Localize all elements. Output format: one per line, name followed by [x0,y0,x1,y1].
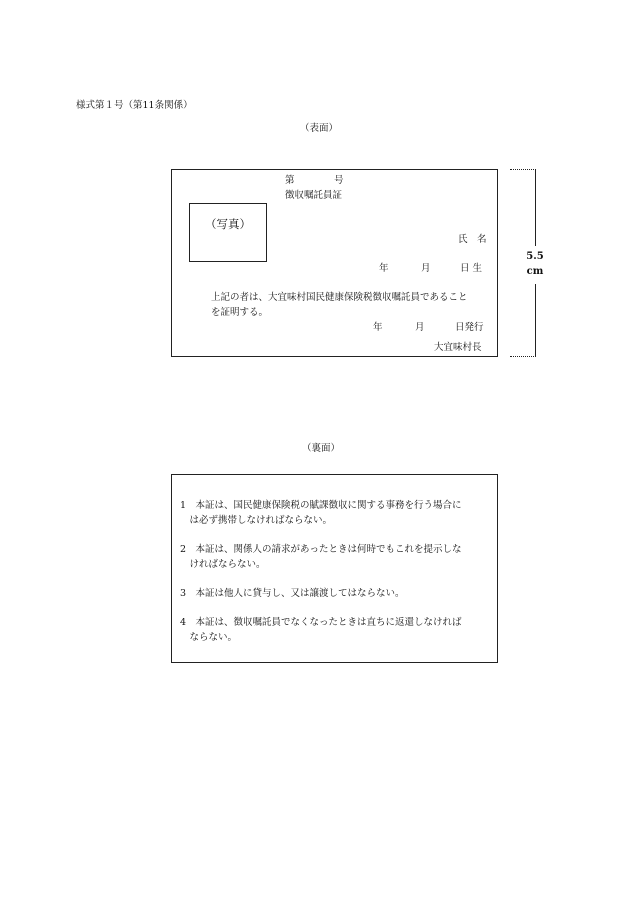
note-3-line-1: 3 本証は他人に貸与し、又は譲渡してはならない。 [180,588,405,599]
issuer: 大宜味村長 [434,342,482,353]
issue-year: 年 [373,322,383,333]
name-label: 氏 名 [458,234,487,245]
birth-day: 日 生 [460,263,483,274]
note-4 [180,615,462,645]
dimension-top-line [510,169,536,170]
note-2-line-1: 2 本証は、関係人の請求があったときは何時でもこれを提示しな [180,544,462,555]
front-heading: （表面） [300,123,339,134]
note-1-line-2: は必ず携帯しなければならない。 [180,515,333,526]
certification-line-1: 上記の者は、大宜味村国民健康保険税徴収嘱託員であること [211,292,468,303]
number-go: 号 [334,175,344,186]
form-number: 様式第１号（第11条関係） [76,100,193,111]
note-1 [180,498,462,528]
note-4-line-2: ならない。 [180,632,238,643]
number-dai: 第 [285,175,295,186]
issue-month: 月 [415,322,425,333]
birth-month: 月 [421,263,431,274]
certification-line-2: を証明する。 [211,307,269,318]
issue-day: 日発行 [455,322,484,333]
note-1-line-1: 1 本証は、国民健康保険税の賦課徴収に関する事務を行う場合に [180,500,462,511]
dimension-value: 5.5 [526,251,544,262]
photo-box [189,203,267,262]
note-2 [180,542,461,572]
dimension-bottom-line [510,356,536,357]
note-3 [180,586,405,601]
dimension-arrow-lower [535,284,536,356]
note-4-line-1: 4 本証は、徴収嘱託員でなくなったときは直ちに返還しなければ [180,617,462,628]
card-title: 徴収嘱託員証 [285,190,343,201]
dimension-unit: cm [526,266,544,277]
dimension-arrow-upper [535,169,536,246]
birth-year: 年 [379,263,389,274]
note-2-line-2: ければならない。 [180,559,266,570]
photo-label: （写真） [205,217,251,231]
back-heading: （裏面） [302,443,341,454]
